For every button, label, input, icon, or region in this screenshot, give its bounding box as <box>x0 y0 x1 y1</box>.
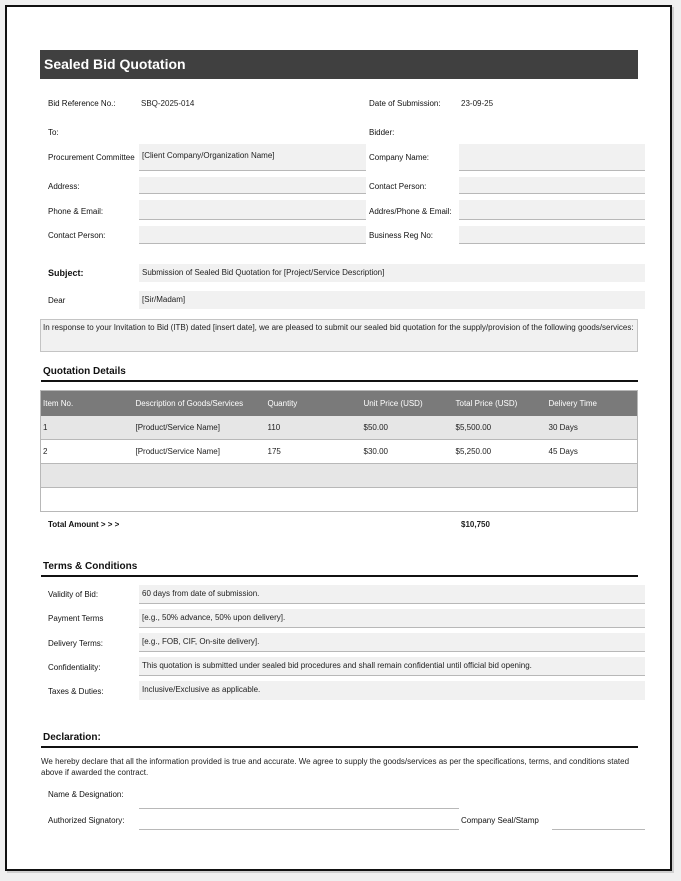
total-amount-label: Total Amount > > > <box>48 520 120 529</box>
bidder-field-company-name[interactable] <box>459 144 645 171</box>
terms-field-payment[interactable]: [e.g., 50% advance, 50% upon delivery]. <box>139 609 645 628</box>
terms-label-taxes: Taxes & Duties: <box>48 687 104 696</box>
column-header-unit-price: Unit Price (USD) <box>362 391 454 416</box>
table-row <box>41 440 638 464</box>
terms-label-confidentiality: Confidentiality: <box>48 663 101 672</box>
table-row <box>41 464 638 488</box>
company-seal-line[interactable] <box>552 829 645 830</box>
bidder-label-address-phone-email: Addres/Phone & Email: <box>369 207 452 216</box>
name-designation-label: Name & Designation: <box>48 790 124 799</box>
date-of-submission-label: Date of Submission: <box>369 99 441 108</box>
declaration-text: We hereby declare that all the information provided is true and accurate. We agree to supply the goods/services as per the specifications, terms, and conditions stated above if awarded the contract. <box>41 757 630 777</box>
cell-delivery-time[interactable]: 45 Days <box>547 440 638 464</box>
cell-total-price[interactable] <box>454 488 547 512</box>
subject-label: Subject: <box>48 268 84 278</box>
authorized-signatory-line[interactable] <box>139 829 459 830</box>
terms-label-delivery: Delivery Terms: <box>48 639 103 648</box>
bid-reference-value[interactable]: SBQ-2025-014 <box>141 99 195 108</box>
total-amount-value: $10,750 <box>461 520 490 529</box>
cell-quantity[interactable]: 175 <box>266 440 362 464</box>
authorized-signatory-label: Authorized Signatory: <box>48 816 125 825</box>
terms-field-delivery[interactable]: [e.g., FOB, CIF, On-site delivery]. <box>139 633 645 652</box>
cell-item-no[interactable]: 1 <box>41 416 134 440</box>
cell-total-price[interactable] <box>454 464 547 488</box>
bidder-label-company-name: Company Name: <box>369 153 430 162</box>
quotation-details-heading: Quotation Details <box>41 366 638 382</box>
quotation-table <box>40 390 638 512</box>
terms-field-confidentiality[interactable]: This quotation is submitted under sealed bid procedures and shall remain confidential until official bid opening. <box>139 657 645 676</box>
declaration-heading: Declaration: <box>41 732 638 748</box>
date-of-submission-value[interactable]: 23-09-25 <box>461 99 494 108</box>
company-seal-label: Company Seal/Stamp <box>461 816 539 825</box>
cell-delivery-time[interactable]: 30 Days <box>547 416 638 440</box>
column-header-item-no: Item No. <box>41 391 134 416</box>
cell-unit-price[interactable]: $50.00 <box>362 416 454 440</box>
to-label-address: Address: <box>48 182 80 191</box>
column-header-total-price: Total Price (USD) <box>454 391 547 416</box>
column-header-delivery-time: Delivery Time <box>547 391 638 416</box>
bidder-label-contact-person: Contact Person: <box>369 182 427 191</box>
table-row <box>41 416 638 440</box>
terms-field-taxes[interactable]: Inclusive/Exclusive as applicable. <box>139 681 645 700</box>
to-field-address[interactable] <box>139 177 366 194</box>
cell-item-no[interactable] <box>41 488 134 512</box>
cell-delivery-time[interactable] <box>547 464 638 488</box>
to-label-phone-email: Phone & Email: <box>48 207 104 216</box>
salutation-field[interactable]: [Sir/Madam] <box>139 291 645 309</box>
dear-label: Dear <box>48 296 66 305</box>
table-header-row <box>41 391 638 416</box>
to-field-contact-person[interactable] <box>139 226 366 244</box>
cell-quantity[interactable]: 110 <box>266 416 362 440</box>
cell-description[interactable]: [Product/Service Name] <box>134 440 266 464</box>
cell-total-price[interactable]: $5,250.00 <box>454 440 547 464</box>
cell-quantity[interactable] <box>266 488 362 512</box>
terms-label-payment: Payment Terms <box>48 614 104 623</box>
to-label-contact-person: Contact Person: <box>48 231 106 240</box>
cell-description[interactable] <box>134 488 266 512</box>
cell-total-price[interactable]: $5,500.00 <box>454 416 547 440</box>
to-label-procurement: Procurement Committee <box>48 153 135 162</box>
cell-description[interactable]: [Product/Service Name] <box>134 416 266 440</box>
cell-unit-price[interactable] <box>362 488 454 512</box>
subject-field[interactable]: Submission of Sealed Bid Quotation for [Project/Service Description] <box>139 264 645 282</box>
to-field-phone-email[interactable] <box>139 200 366 220</box>
bidder-field-address-phone-email[interactable] <box>459 200 645 220</box>
terms-label-validity: Validity of Bid: <box>48 590 99 599</box>
cell-delivery-time[interactable] <box>547 488 638 512</box>
document-title: Sealed Bid Quotation <box>40 50 638 79</box>
terms-conditions-heading: Terms & Conditions <box>41 561 638 577</box>
bidder-heading: Bidder: <box>369 128 395 137</box>
intro-paragraph[interactable]: In response to your Invitation to Bid (ITB) dated [insert date], we are pleased to submit our sealed bid quotation for the supply/provision of the following goods/services: <box>40 319 638 352</box>
cell-quantity[interactable] <box>266 464 362 488</box>
cell-item-no[interactable]: 2 <box>41 440 134 464</box>
bidder-field-contact-person[interactable] <box>459 177 645 194</box>
bidder-field-business-reg[interactable] <box>459 226 645 244</box>
bid-reference-label: Bid Reference No.: <box>48 99 116 108</box>
column-header-description: Description of Goods/Services <box>134 391 266 416</box>
name-designation-line[interactable] <box>139 808 459 809</box>
to-field-procurement[interactable]: [Client Company/Organization Name] <box>139 144 366 171</box>
cell-item-no[interactable] <box>41 464 134 488</box>
cell-unit-price[interactable]: $30.00 <box>362 440 454 464</box>
cell-description[interactable] <box>134 464 266 488</box>
column-header-quantity: Quantity <box>266 391 362 416</box>
bidder-label-business-reg: Business Reg No: <box>369 231 434 240</box>
table-row <box>41 488 638 512</box>
terms-field-validity[interactable]: 60 days from date of submission. <box>139 585 645 604</box>
cell-unit-price[interactable] <box>362 464 454 488</box>
to-heading: To: <box>48 128 59 137</box>
